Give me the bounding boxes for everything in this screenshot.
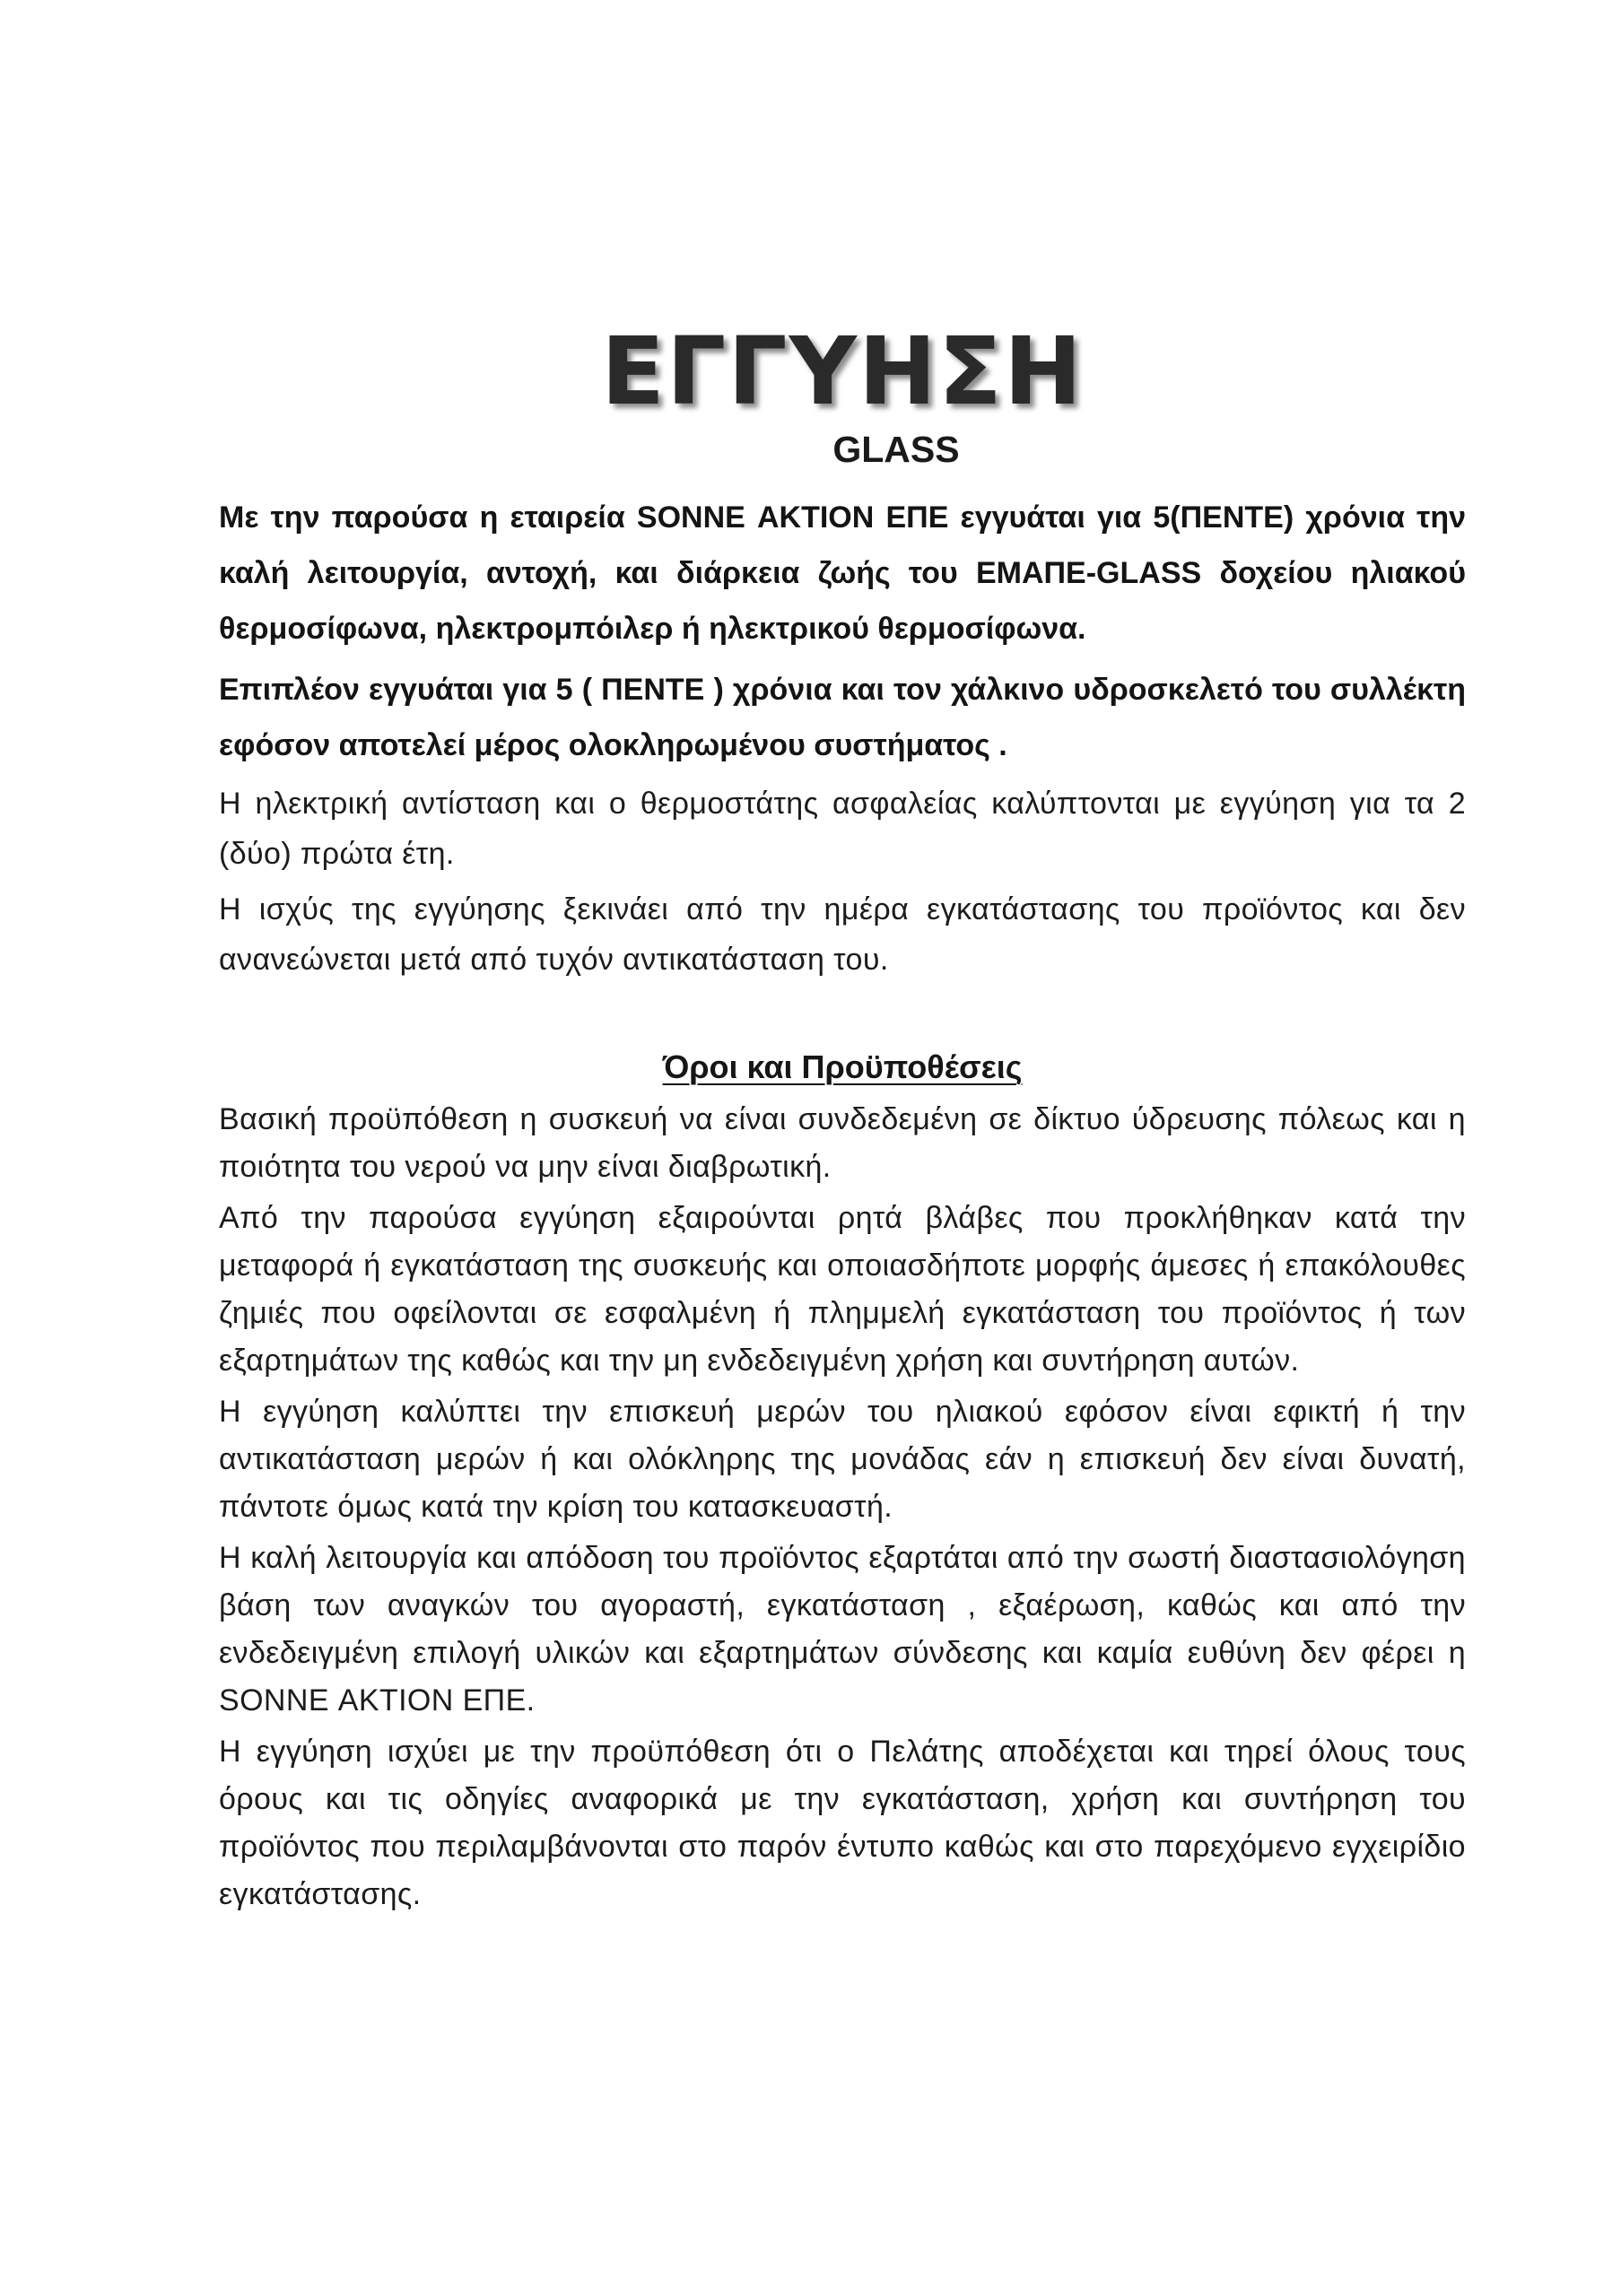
terms-paragraph-requirement: Βασική προϋπόθεση η συσκευή να είναι συνδεδεμένη σε δίκτυο ύδρευσης πόλεως και η ποιότητα του νερού να μην είναι διαβρωτική. [219, 1102, 1466, 1184]
document-title: ΕΓΓΥΗΣΗ [600, 317, 1084, 426]
terms-heading [219, 1042, 1466, 1092]
terms-paragraph-exclusions: Από την παρούσα εγγύηση εξαιρούνται ρητά βλάβες που προκλήθηκαν κατά την μεταφορά ή εγκατάσταση της συσκευής και οποιασδήποτε μορφής άμεσες ή επακόλουθες ζημιές που οφείλονται σε εσφαλμένη ή πλημμελή εγκατάσταση του προϊόντος ή των εξαρτημάτων της καθώς και την μη ενδεδειγμένη χρήση και συντήρηση αυτών. [219, 1201, 1466, 1378]
terms-paragraph-acceptance: Η εγγύηση ισχύει με την προϋπόθεση ότι ο Πελάτης αποδέχεται και τηρεί όλους τους όρους και τις οδηγίες αναφορικά με την εγκατάσταση, χρήση και συντήρηση του προϊόντος που περιλαμβάνονται στο παρόν έντυπο καθώς και στο παρεχόμενο εγχειρίδιο εγκατάστασης. [219, 1735, 1466, 1911]
intro-paragraph-collector: Επιπλέον εγγυάται για 5 ( ΠΕΝΤΕ ) χρόνια και τον χάλκινο υδροσκελετό του συλλέκτη εφόσον αποτελεί μέρος ολοκληρωμένου συστήματος . [219, 673, 1466, 762]
terms-paragraph-repair: Η εγγύηση καλύπτει την επισκευή μερών του ηλιακού εφόσον είναι εφικτή ή την αντικατάσταση μερών ή και ολόκληρης της μονάδας εάν η επισκευή δεν είναι δυνατή, πάντοτε όμως κατά την κρίση του κατασκευαστή. [219, 1395, 1466, 1524]
document-subtitle: GLASS [832, 429, 960, 470]
terms-section [219, 1096, 1466, 1918]
terms-heading-text: Όροι και Προϋποθέσεις [662, 1048, 1023, 1085]
intro-paragraph-warranty: Με την παρούσα η εταιρεία SONNE ΑΚΤΙΟΝ ΕΠΕ εγγυάται για 5(ΠΕΝΤΕ) χρόνια την καλή λειτουργία, αντοχή, και διάρκεια ζωής του ΕΜΑΠΕ-GLASS δοχείου ηλιακού θερμοσίφωνα, ηλεκτρομπόιλερ ή ηλεκτρικού θερμοσίφωνα. [219, 500, 1466, 646]
coverage-paragraph-validity: Η ισχύς της εγγύησης ξεκινάει από την ημέρα εγκατάστασης του προϊόντος και δεν ανανεώνεται μετά από τυχόν αντικατάσταση του. [219, 892, 1466, 977]
coverage-section [219, 778, 1466, 985]
terms-paragraph-performance: Η καλή λειτουργία και απόδοση του προϊόντος εξαρτάται από την σωστή διαστασιολόγηση βάση των αναγκών του αγοραστή, εγκατάσταση , εξαέρωση, καθώς και από την ενδεδειγμένη επιλογή υλικών και εξαρτημάτων σύνδεσης και καμία ευθύνη δεν φέρει η SONNE ΑΚΤΙΟΝ ΕΠΕ. [219, 1541, 1466, 1718]
intro-section [219, 490, 1466, 773]
coverage-paragraph-resistance: Η ηλεκτρική αντίσταση και ο θερμοστάτης ασφαλείας καλύπτονται με εγγύηση για τα 2 (δύο) πρώτα έτη. [219, 787, 1466, 871]
document-content [219, 317, 1466, 1922]
